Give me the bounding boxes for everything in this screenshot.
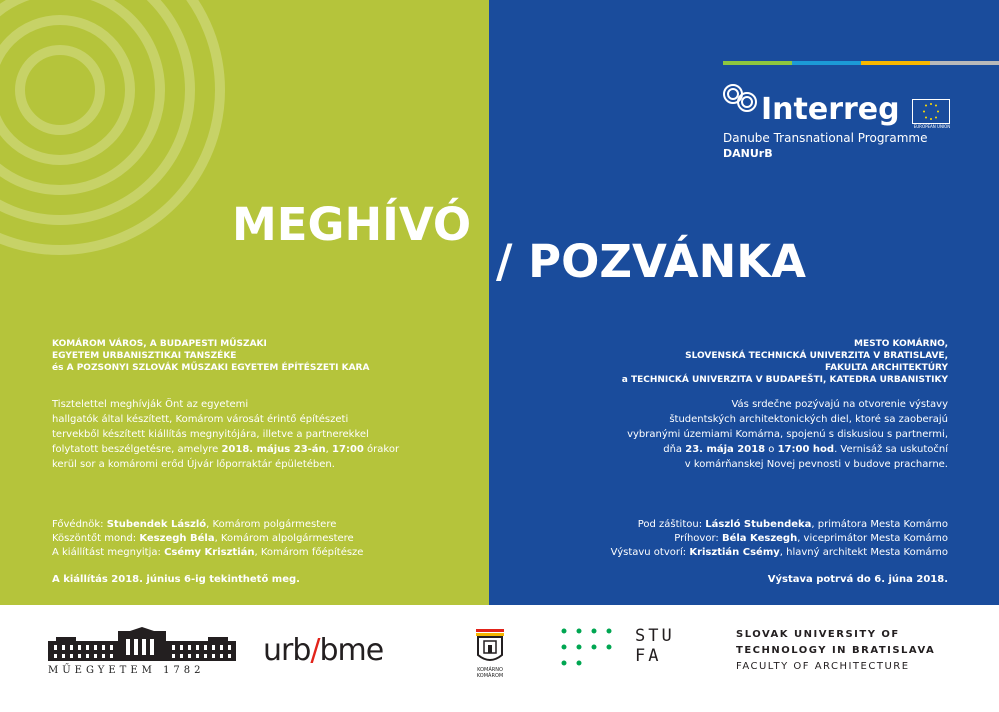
sk-invitation-body [528,397,948,472]
programme-name: Danube Transnational Programme [723,131,928,145]
sk-heading-line: MESTO KOMÁRNO, [854,339,948,349]
stripe-green [723,61,792,65]
hu-time: 17:00 [332,444,364,455]
hu-body-line: tervekből készített kiállítás megnyitójára, illetve a partnerekkel [52,429,369,440]
komarno-logo-text: KOMÁRNO KOMÁROM [476,667,504,679]
sk-closing-note: Výstava potrvá do 6. júna 2018. [767,574,948,585]
project-name: DANUrB [723,147,773,160]
eu-flag-icon [912,99,950,124]
hu-body-line: Tisztelettel meghívják Önt az egyetemi [52,399,249,410]
sk-body-line: študentských architektonických diel, ktoré sa zaoberajú [669,414,948,425]
urbbme-logo: urb/bme [263,633,384,668]
interreg-swirl-icon [723,84,761,114]
title-slovak: / POZVÁNKA [496,235,806,288]
sk-heading-line: SLOVENSKÁ TECHNICKÁ UNIVERZITA V BRATISLAVE, [685,351,948,361]
hu-heading-line: KOMÁROM VÁROS, A BUDAPESTI MŰSZAKI [52,339,267,349]
stu-dots-icon [561,628,623,668]
stripe-blue [792,61,861,65]
slovak-university-text: SLOVAK UNIVERSITY OF TECHNOLOGY IN BRATISLAVA FACULTY OF ARCHITECTURE [736,629,936,672]
sk-time: 17:00 hod [777,444,835,455]
left-panel-hungarian [0,0,489,605]
stripe-yellow [861,61,930,65]
sk-body-line: vybranými územiami Komárna, spojenú s diskusiou s partnermi, [627,429,948,440]
hu-body-line: folytatott beszélgetésre, amelyre 2018. május 23-án, 17:00 órakor [52,444,400,455]
hu-organizers-heading [52,338,452,374]
sk-body-line: v komárňanskej Novej pevnosti v budove pracharne. [684,459,948,470]
hu-credits [52,518,452,560]
hu-credit-line: Fővédnök: Stubendek László, Komárom polgármestere [52,519,337,530]
sk-credit-line: Pod záštitou: László Stubendeka, primátora Mesta Komárno [637,519,948,530]
bme-building-icon [48,627,236,663]
eu-label: EUROPEAN UNION [913,124,951,129]
sk-organizers-heading [528,338,948,386]
hu-body-line: kerül sor a komáromi erőd Újvár lőporraktár épületében. [52,459,335,470]
sk-date: 23. mája 2018 [685,444,766,455]
decorative-circles-icon [0,0,260,270]
stripe-grey [930,61,999,65]
hu-invitation-body [52,397,452,472]
sk-body-line: dňa 23. mája 2018 o 17:00 hod. Vernisáž sa uskutoční [663,444,948,455]
hu-body-line: hallgatók által készített, Komárom városát érintő építészeti [52,414,349,425]
sk-heading-line: FAKULTA ARCHITEKTÚRY [824,363,948,373]
sk-credits [528,518,948,560]
hu-credit-line: Köszöntőt mond: Keszegh Béla, Komárom alpolgármestere [52,533,354,544]
stu-fa-logo-text: STU FA [635,626,675,666]
komarno-crest-icon [474,627,506,667]
sk-credit-line: Príhovor: Béla Keszegh, viceprimátor Mesta Komárno [674,533,948,544]
hu-heading-line: és A POZSONYI SZLOVÁK MŰSZAKI EGYETEM ÉPÍTÉSZETI KARA [52,363,370,373]
hu-closing-note: A kiállítás 2018. június 6-ig tekinthető meg. [52,574,300,585]
interreg-logo-text: Interreg [761,92,900,127]
hu-heading-line: EGYETEM URBANISZTIKAI TANSZÉKE [52,351,237,361]
hu-credit-line: A kiállítást megnyitja: Csémy Krisztián, Komárom főépítésze [52,547,364,558]
sk-body-line: Vás srdečne pozývajú na otvorenie výstavy [731,399,948,410]
title-hungarian: MEGHÍVÓ [232,198,472,251]
sk-credit-line: Výstavu otvorí: Krisztián Csémy, hlavný architekt Mesta Komárno [610,547,948,558]
interreg-color-stripes [723,61,999,65]
bme-logo-text: MŰEGYETEM 1782 [48,665,205,676]
hu-date: 2018. május 23-án [221,444,326,455]
sk-heading-line: a TECHNICKÁ UNIVERZITA V BUDAPEŠTI, KATEDRA URBANISTIKY [621,375,948,385]
